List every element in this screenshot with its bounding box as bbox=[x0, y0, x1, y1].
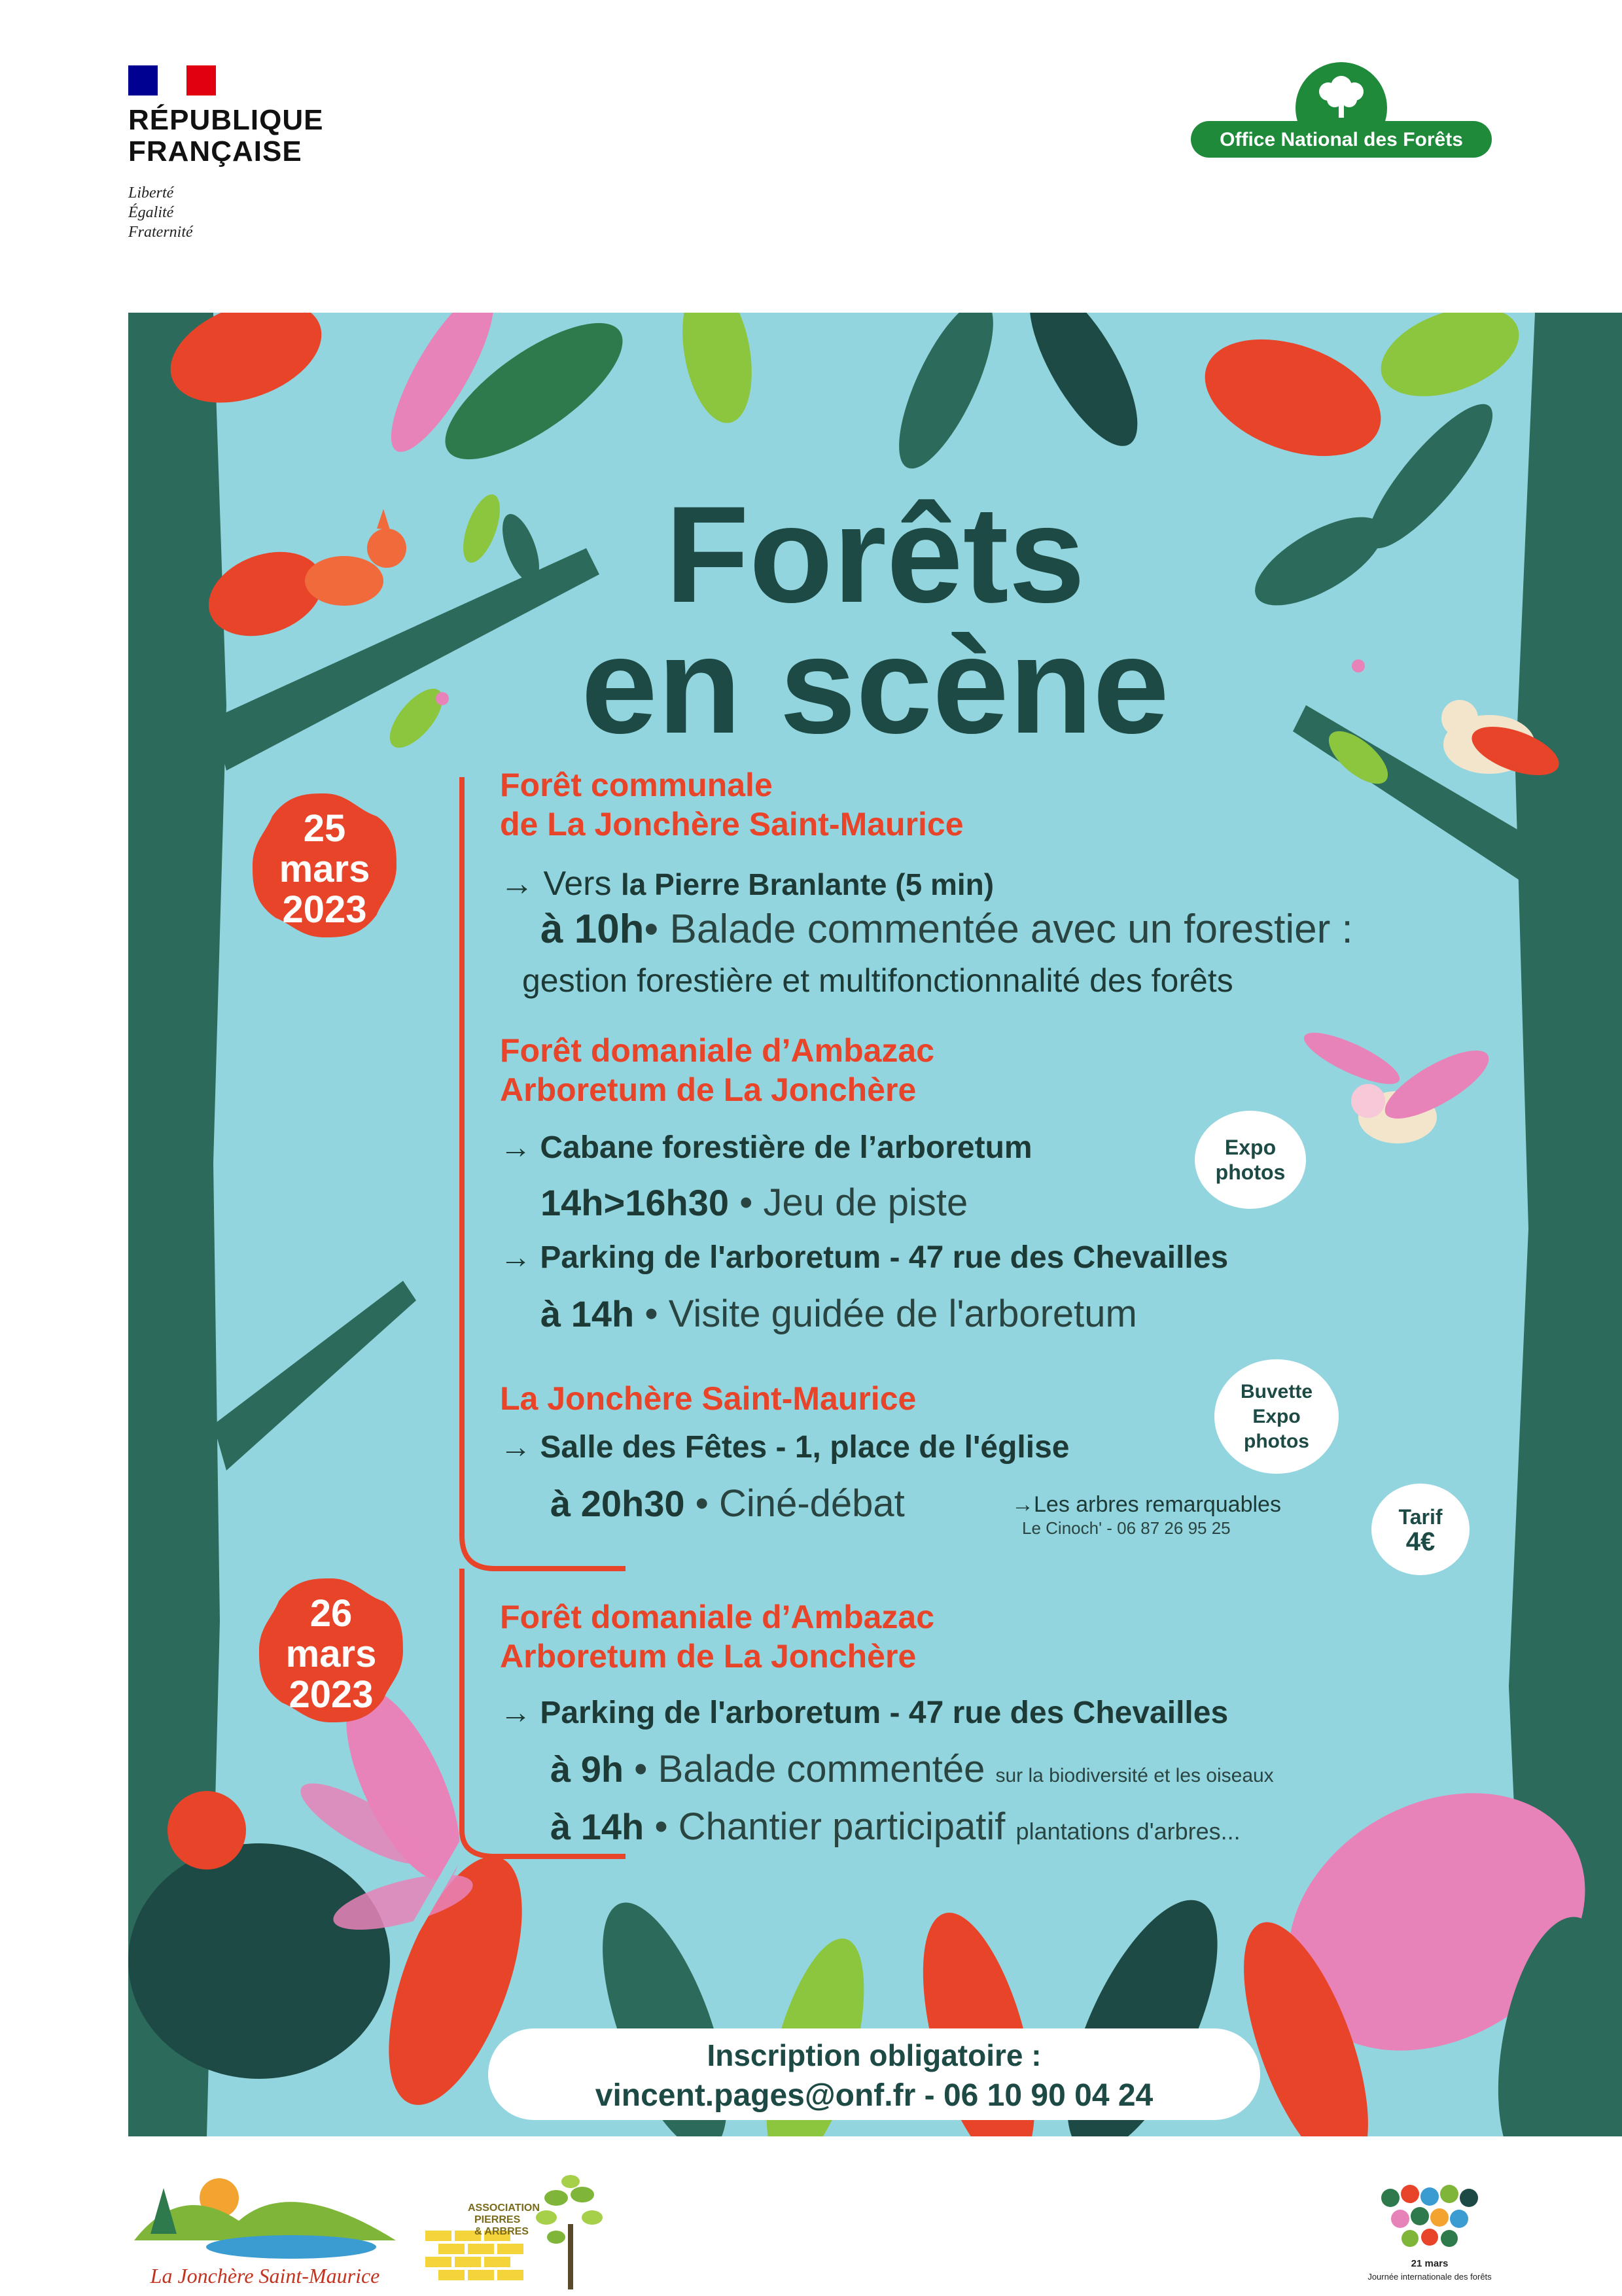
republique-francaise-flag bbox=[128, 65, 216, 96]
event4-activity2: • Chantier participatif bbox=[644, 1805, 1006, 1848]
inscription-label: Inscription obligatoire : bbox=[707, 2038, 1042, 2072]
event1-place: → Vers la Pierre Branlante (5 min) bbox=[500, 865, 995, 903]
pierres-et-arbres-logo bbox=[425, 2172, 608, 2293]
event4-place: → Parking de l'arboretum - 47 rue des Chevailles bbox=[500, 1696, 1229, 1730]
republique-francaise-title bbox=[128, 105, 323, 167]
svg-text:ASSOCIATION: ASSOCIATION bbox=[468, 2202, 540, 2214]
pink-bird-illustration bbox=[1298, 1023, 1498, 1143]
onf-label: Office National des Forêts bbox=[1220, 129, 1463, 150]
event3-activity: • Ciné-débat bbox=[684, 1482, 905, 1525]
event3-location: La Jonchère Saint-Maurice bbox=[500, 1380, 917, 1417]
event2-place2: → Parking de l'arboretum - 47 rue des Chevailles bbox=[500, 1240, 1229, 1275]
event1-location bbox=[500, 765, 964, 844]
event4-detail1: sur la biodiversité et les oiseaux bbox=[995, 1765, 1274, 1786]
event2-activity1: • Jeu de piste bbox=[728, 1181, 968, 1224]
event4-time2: à 14h bbox=[550, 1806, 644, 1847]
onf-logo bbox=[1191, 59, 1492, 170]
motto-egalite: Égalité bbox=[128, 204, 174, 221]
event2-location bbox=[500, 1031, 934, 1109]
event2-schedule2 bbox=[540, 1294, 1137, 1334]
rf-title-line2: FRANÇAISE bbox=[128, 135, 302, 167]
svg-text:PIERRES: PIERRES bbox=[474, 2214, 521, 2225]
poster-title bbox=[128, 478, 1622, 762]
date-day: 26 bbox=[309, 1592, 353, 1635]
date-year: 2023 bbox=[282, 888, 367, 931]
event1-detail: gestion forestière et multifonctionnalité des forêts bbox=[522, 962, 1233, 999]
date-badge-day1 bbox=[249, 790, 400, 941]
title-line2: en scène bbox=[581, 608, 1169, 762]
event4-schedule1 bbox=[550, 1749, 1274, 1796]
date-badge-day2 bbox=[256, 1575, 406, 1726]
trees-icon bbox=[1381, 2185, 1478, 2247]
event2-place1: → Cabane forestière de l’arboretum bbox=[500, 1130, 1032, 1165]
event1-location-line1: Forêt communale bbox=[500, 767, 773, 803]
tree-icon bbox=[536, 2175, 603, 2289]
date-year: 2023 bbox=[289, 1673, 374, 1716]
event2-location-line2: Arboretum de La Jonchère bbox=[500, 1071, 917, 1108]
svg-text:Journée internationale des for: Journée internationale des forêts bbox=[1367, 2272, 1492, 2282]
expo-photos-badge: Expo photos bbox=[1195, 1111, 1306, 1209]
event3-place: → Salle des Fêtes - 1, place de l'église bbox=[500, 1430, 1070, 1465]
poster bbox=[128, 313, 1622, 2136]
event3-film: →Les arbres remarquables bbox=[1012, 1492, 1281, 1517]
title-line1: Forêts bbox=[665, 478, 1085, 631]
event1-time: à 10h bbox=[540, 907, 644, 952]
date-day: 25 bbox=[303, 807, 346, 850]
svg-text:& ARBRES: & ARBRES bbox=[474, 2226, 529, 2237]
event2-schedule1 bbox=[540, 1183, 968, 1223]
svg-text:21 mars: 21 mars bbox=[1411, 2258, 1449, 2269]
event1-schedule bbox=[540, 909, 1353, 950]
republique-francaise-motto bbox=[128, 183, 193, 242]
jonchere-saint-maurice-logo bbox=[128, 2162, 402, 2293]
event2-time2: à 14h bbox=[540, 1293, 635, 1334]
date-month: mars bbox=[285, 1633, 377, 1675]
event1-place-name: la Pierre Branlante bbox=[620, 867, 887, 901]
event1-location-line2: de La Jonchère Saint-Maurice bbox=[500, 806, 964, 843]
event4-location-line2: Arboretum de La Jonchère bbox=[500, 1638, 917, 1675]
tarif-badge: Tarif 4€ bbox=[1371, 1484, 1470, 1575]
event4-time1: à 9h bbox=[550, 1748, 624, 1790]
inscription-box bbox=[488, 2028, 1260, 2120]
event4-schedule2 bbox=[550, 1807, 1241, 1852]
journee-internationale-forets-logo bbox=[1364, 2178, 1495, 2289]
date-month: mars bbox=[279, 848, 370, 890]
event4-location bbox=[500, 1597, 934, 1676]
inscription-contact[interactable]: vincent.pages@onf.fr - 06 10 90 04 24 bbox=[595, 2078, 1154, 2113]
event2-time1: 14h>16h30 bbox=[540, 1182, 729, 1223]
event3-contact: Le Cinoch' - 06 87 26 95 25 bbox=[1022, 1518, 1231, 1538]
event1-activity: • Balade commentée avec un forestier : bbox=[644, 907, 1353, 952]
jonchere-label: La Jonchère Saint-Maurice bbox=[150, 2264, 380, 2287]
event4-detail2: plantations d'arbres... bbox=[1015, 1818, 1241, 1845]
event3-schedule bbox=[550, 1484, 905, 1524]
event4-activity1: • Balade commentée bbox=[624, 1748, 985, 1790]
motto-fraternite: Fraternité bbox=[128, 224, 193, 241]
event2-location-line1: Forêt domaniale d’Ambazac bbox=[500, 1032, 935, 1069]
event2-activity2: • Visite guidée de l'arboretum bbox=[634, 1293, 1137, 1335]
event4-location-line1: Forêt domaniale d’Ambazac bbox=[500, 1599, 935, 1635]
event3-time: à 20h30 bbox=[550, 1483, 685, 1524]
rf-title-line1: RÉPUBLIQUE bbox=[128, 104, 324, 136]
buvette-expo-badge: Buvette Expo photos bbox=[1214, 1359, 1339, 1474]
motto-liberte: Liberté bbox=[128, 184, 174, 201]
